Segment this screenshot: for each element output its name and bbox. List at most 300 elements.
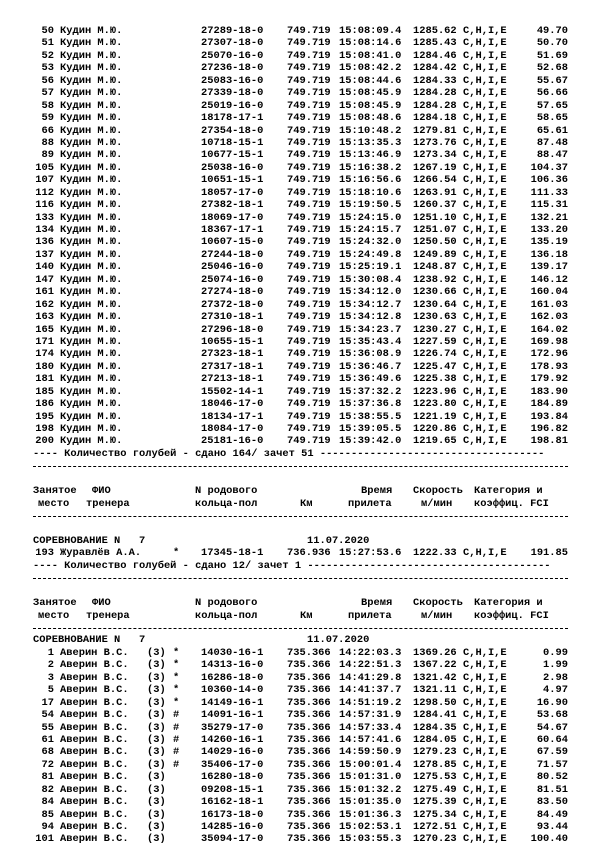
name-cell: Кудин М.Ю.: [60, 136, 123, 149]
header-speed-2: м/мин: [421, 497, 453, 510]
header-category-2: коэффиц. FCI: [474, 609, 549, 622]
ring-cell: 10655-15-1: [201, 335, 264, 348]
km-cell: 749.719: [287, 248, 331, 261]
table-row: [0, 137, 600, 149]
fci-cell: 60.64: [536, 733, 568, 746]
speed-cell: 1285.43: [413, 37, 457, 50]
place-cell: 134: [35, 224, 54, 236]
category-cell: C,H,I,E: [463, 659, 507, 672]
km-cell: 735.366: [287, 684, 331, 697]
time-cell: 15:24:15.7: [339, 224, 402, 236]
speed-cell: 1273.34: [413, 149, 457, 162]
category-cell: C,H,I,E: [463, 671, 507, 684]
fci-cell: 198.81: [530, 435, 568, 448]
table-row: [0, 435, 600, 447]
name-cell: Аверин В.С.: [60, 746, 129, 759]
speed-cell: 1266.54: [413, 174, 457, 187]
speed-cell: 1275.34: [413, 808, 457, 821]
fci-cell: 172.96: [530, 348, 568, 361]
ring-cell: 27307-18-0: [201, 37, 264, 50]
place-cell: 88: [41, 136, 54, 149]
time-cell: 15:01:36.3: [339, 808, 402, 821]
speed-cell: 1251.07: [413, 224, 457, 236]
fci-cell: 57.65: [536, 99, 568, 112]
category-cell: C,H,I,E: [463, 49, 507, 62]
category-cell: C,H,I,E: [463, 161, 507, 174]
name-cell: Аверин В.С.: [60, 646, 129, 659]
ring-cell: 35279-17-0: [201, 721, 264, 734]
time-cell: 15:34:23.7: [339, 323, 402, 336]
place-cell: 147: [35, 273, 54, 286]
separator-line: [0, 460, 600, 472]
time-cell: 15:39:42.0: [339, 435, 402, 448]
fci-cell: 49.70: [536, 25, 568, 37]
place-cell: 133: [35, 211, 54, 224]
fci-cell: 93.44: [536, 821, 568, 833]
header-ring-2: кольца-пол: [195, 497, 258, 510]
table-row: [0, 324, 600, 336]
name-cell: Аверин В.С.: [60, 733, 129, 746]
header-speed: Скорость: [413, 597, 463, 610]
header-time-2: прилета: [348, 609, 392, 622]
column-header-row-2: [0, 498, 600, 510]
ring-cell: 14029-16-0: [201, 746, 264, 759]
time-cell: 15:35:43.4: [339, 335, 402, 348]
competition-date: 11.07.2020: [307, 534, 370, 547]
category-cell: C,H,I,E: [463, 261, 507, 274]
ring-cell: 27289-18-0: [201, 25, 264, 37]
blank-line: [0, 585, 600, 597]
time-cell: 15:02:53.1: [339, 821, 402, 833]
category-cell: C,H,I,E: [463, 124, 507, 137]
place-cell: 85: [41, 808, 54, 821]
category-cell: C,H,I,E: [463, 62, 507, 75]
place-cell: 112: [35, 186, 54, 199]
place-cell: 174: [35, 348, 54, 361]
category-cell: C,H,I,E: [463, 796, 507, 809]
name-cell: Аверин В.С.: [60, 659, 129, 672]
speed-cell: 1220.86: [413, 423, 457, 435]
table-row: [0, 784, 600, 796]
place-cell: 82: [41, 783, 54, 796]
speed-cell: 1249.89: [413, 248, 457, 261]
time-cell: 14:57:31.9: [339, 709, 402, 722]
speed-cell: 1284.28: [413, 99, 457, 112]
fci-cell: 16.90: [536, 696, 568, 709]
mark-cell: #: [173, 709, 180, 722]
separator-line: [0, 572, 600, 584]
km-cell: 749.719: [287, 161, 331, 174]
ring-cell: 10677-15-1: [201, 149, 264, 162]
category-cell: C,H,I,E: [463, 385, 507, 398]
km-cell: 749.719: [287, 25, 331, 37]
name-cell: Кудин М.Ю.: [60, 248, 123, 261]
name-cell: Кудин М.Ю.: [60, 335, 123, 348]
ring-cell: 18367-17-1: [201, 224, 264, 236]
fci-cell: 56.66: [536, 87, 568, 100]
name-cell: Кудин М.Ю.: [60, 199, 123, 212]
competition-title: [0, 634, 600, 646]
name-cell: Аверин В.С.: [60, 758, 129, 771]
fci-cell: 83.50: [536, 796, 568, 809]
km-cell: 735.366: [287, 758, 331, 771]
blank-line: [0, 473, 600, 485]
club-cell: (3): [147, 796, 166, 809]
time-cell: 15:03:55.3: [339, 833, 402, 846]
table-row: [0, 162, 600, 174]
speed-cell: 1238.92: [413, 273, 457, 286]
separator-line: [0, 622, 600, 634]
km-cell: 749.719: [287, 398, 331, 411]
pigeon-count-summary: ---- Количество голубей - сдано 12/ зачет 1 ---------------------------------------: [33, 559, 551, 572]
km-cell: 735.366: [287, 721, 331, 734]
place-cell: 72: [41, 758, 54, 771]
table-row: [0, 386, 600, 398]
km-cell: 749.719: [287, 211, 331, 224]
club-cell: (3): [147, 709, 166, 722]
place-cell: 61: [41, 733, 54, 746]
mark-cell: #: [173, 746, 180, 759]
place-cell: 181: [35, 373, 54, 386]
time-cell: 15:24:49.8: [339, 248, 402, 261]
club-cell: (3): [147, 783, 166, 796]
time-cell: 15:36:49.6: [339, 373, 402, 386]
ring-cell: 27317-18-1: [201, 360, 264, 373]
km-cell: 749.719: [287, 335, 331, 348]
place-cell: 52: [41, 49, 54, 62]
fci-cell: 183.90: [530, 385, 568, 398]
fci-cell: 135.19: [530, 236, 568, 249]
place-cell: 68: [41, 746, 54, 759]
category-cell: C,H,I,E: [463, 323, 507, 336]
speed-cell: 1369.26: [413, 646, 457, 659]
km-cell: 736.936: [287, 547, 331, 560]
time-cell: 15:01:32.2: [339, 783, 402, 796]
place-cell: 162: [35, 298, 54, 311]
table-row: [0, 684, 600, 696]
fci-cell: 132.21: [530, 211, 568, 224]
table-row: [0, 423, 600, 435]
ring-cell: 15502-14-1: [201, 385, 264, 398]
table-row: [0, 174, 600, 186]
table-row: [0, 311, 600, 323]
speed-cell: 1284.05: [413, 733, 457, 746]
ring-cell: 27382-18-1: [201, 199, 264, 212]
km-cell: 735.366: [287, 746, 331, 759]
time-cell: 15:16:56.6: [339, 174, 402, 187]
fci-cell: 169.98: [530, 335, 568, 348]
speed-cell: 1275.49: [413, 783, 457, 796]
ring-cell: 17345-18-1: [201, 547, 264, 560]
place-cell: 55: [41, 721, 54, 734]
ring-cell: 27372-18-0: [201, 298, 264, 311]
km-cell: 749.719: [287, 273, 331, 286]
speed-cell: 1279.81: [413, 124, 457, 137]
club-cell: (3): [147, 721, 166, 734]
speed-cell: 1223.80: [413, 398, 457, 411]
table-row: [0, 697, 600, 709]
ring-cell: 18178-17-1: [201, 112, 264, 125]
ring-cell: 16280-18-0: [201, 771, 264, 784]
table-row: [0, 833, 600, 845]
speed-cell: 1251.10: [413, 211, 457, 224]
name-cell: Кудин М.Ю.: [60, 87, 123, 100]
place-cell: 186: [35, 398, 54, 411]
table-row: [0, 361, 600, 373]
ring-cell: 18084-17-0: [201, 423, 264, 435]
ring-cell: 27236-18-0: [201, 62, 264, 75]
name-cell: Кудин М.Ю.: [60, 410, 123, 423]
name-cell: Кудин М.Ю.: [60, 398, 123, 411]
speed-cell: 1272.51: [413, 821, 457, 833]
km-cell: 735.366: [287, 646, 331, 659]
km-cell: 735.366: [287, 821, 331, 833]
time-cell: 15:13:46.9: [339, 149, 402, 162]
speed-cell: 1275.39: [413, 796, 457, 809]
fci-cell: 0.99: [543, 646, 568, 659]
km-cell: 749.719: [287, 261, 331, 274]
km-cell: 749.719: [287, 37, 331, 50]
ring-cell: 10718-15-1: [201, 136, 264, 149]
ring-cell: 25019-16-0: [201, 99, 264, 112]
category-cell: C,H,I,E: [463, 410, 507, 423]
name-cell: Кудин М.Ю.: [60, 112, 123, 125]
km-cell: 749.719: [287, 99, 331, 112]
km-cell: 735.366: [287, 696, 331, 709]
category-cell: C,H,I,E: [463, 74, 507, 87]
category-cell: C,H,I,E: [463, 373, 507, 386]
club-cell: (3): [147, 659, 166, 672]
fci-cell: 84.49: [536, 808, 568, 821]
name-cell: Кудин М.Ю.: [60, 174, 123, 187]
table-row: [0, 249, 600, 261]
ring-cell: 25046-16-0: [201, 261, 264, 274]
ring-cell: 25070-16-0: [201, 49, 264, 62]
km-cell: 749.719: [287, 186, 331, 199]
ring-cell: 18057-17-0: [201, 186, 264, 199]
category-cell: C,H,I,E: [463, 37, 507, 50]
column-header-row-1: [0, 485, 600, 497]
km-cell: 749.719: [287, 323, 331, 336]
fci-cell: 100.40: [530, 833, 568, 846]
table-row: [0, 199, 600, 211]
club-cell: (3): [147, 746, 166, 759]
speed-cell: 1222.33: [413, 547, 457, 560]
table-row: [0, 112, 600, 124]
results-document: [0, 25, 600, 846]
km-cell: 749.719: [287, 199, 331, 212]
km-cell: 735.366: [287, 733, 331, 746]
ring-cell: 27354-18-0: [201, 124, 264, 137]
km-cell: 735.366: [287, 709, 331, 722]
place-cell: 54: [41, 709, 54, 722]
category-cell: C,H,I,E: [463, 224, 507, 236]
ring-cell: 10360-14-0: [201, 684, 264, 697]
km-cell: 749.719: [287, 87, 331, 100]
fci-cell: 87.48: [536, 136, 568, 149]
ring-cell: 14149-16-1: [201, 696, 264, 709]
category-cell: C,H,I,E: [463, 211, 507, 224]
name-cell: Кудин М.Ю.: [60, 62, 123, 75]
category-cell: C,H,I,E: [463, 286, 507, 299]
speed-cell: 1230.27: [413, 323, 457, 336]
speed-cell: 1263.91: [413, 186, 457, 199]
table-row: [0, 62, 600, 74]
ring-cell: 18069-17-0: [201, 211, 264, 224]
competition-date: 11.07.2020: [307, 634, 370, 647]
club-cell: (3): [147, 821, 166, 833]
speed-cell: 1219.65: [413, 435, 457, 448]
km-cell: 749.719: [287, 49, 331, 62]
category-cell: C,H,I,E: [463, 721, 507, 734]
place-cell: 140: [35, 261, 54, 274]
speed-cell: 1225.38: [413, 373, 457, 386]
fci-cell: 179.92: [530, 373, 568, 386]
ring-cell: 16286-18-0: [201, 671, 264, 684]
place-cell: 56: [41, 74, 54, 87]
km-cell: 749.719: [287, 149, 331, 162]
ring-cell: 25181-16-0: [201, 435, 264, 448]
name-cell: Аверин В.С.: [60, 771, 129, 784]
time-cell: 15:08:09.4: [339, 25, 402, 37]
club-cell: (3): [147, 671, 166, 684]
speed-cell: 1321.11: [413, 684, 457, 697]
club-cell: (3): [147, 833, 166, 846]
time-cell: 15:34:12.0: [339, 286, 402, 299]
ring-cell: 25074-16-0: [201, 273, 264, 286]
fci-cell: 50.70: [536, 37, 568, 50]
km-cell: 749.719: [287, 236, 331, 249]
table-row: [0, 149, 600, 161]
place-cell: 3: [47, 671, 54, 684]
fci-cell: 88.47: [536, 149, 568, 162]
speed-cell: 1270.23: [413, 833, 457, 846]
fci-cell: 136.18: [530, 248, 568, 261]
name-cell: Кудин М.Ю.: [60, 99, 123, 112]
category-cell: C,H,I,E: [463, 186, 507, 199]
ring-cell: 27339-18-0: [201, 87, 264, 100]
category-cell: C,H,I,E: [463, 335, 507, 348]
fci-cell: 51.69: [536, 49, 568, 62]
name-cell: Кудин М.Ю.: [60, 49, 123, 62]
header-speed: Скорость: [413, 485, 463, 498]
category-cell: C,H,I,E: [463, 311, 507, 324]
time-cell: 14:57:33.4: [339, 721, 402, 734]
category-cell: C,H,I,E: [463, 547, 507, 560]
category-cell: C,H,I,E: [463, 709, 507, 722]
name-cell: Кудин М.Ю.: [60, 373, 123, 386]
speed-cell: 1230.64: [413, 298, 457, 311]
place-cell: 200: [35, 435, 54, 448]
place-cell: 59: [41, 112, 54, 125]
km-cell: 749.719: [287, 360, 331, 373]
place-cell: 105: [35, 161, 54, 174]
fci-cell: 161.03: [530, 298, 568, 311]
place-cell: 5: [47, 684, 54, 697]
club-cell: (3): [147, 771, 166, 784]
place-cell: 1: [47, 646, 54, 659]
km-cell: 749.719: [287, 348, 331, 361]
table-row: [0, 274, 600, 286]
fci-cell: 162.03: [530, 311, 568, 324]
fci-cell: 4.97: [543, 684, 568, 697]
km-cell: 735.366: [287, 659, 331, 672]
place-cell: 94: [41, 821, 54, 833]
time-cell: 15:08:45.9: [339, 99, 402, 112]
mark-cell: *: [173, 671, 180, 684]
category-cell: C,H,I,E: [463, 783, 507, 796]
table-row: [0, 299, 600, 311]
name-cell: Кудин М.Ю.: [60, 37, 123, 50]
category-cell: C,H,I,E: [463, 758, 507, 771]
ring-cell: 14091-16-1: [201, 709, 264, 722]
category-cell: C,H,I,E: [463, 733, 507, 746]
category-cell: C,H,I,E: [463, 821, 507, 833]
header-place: Занятое: [33, 485, 77, 498]
fci-cell: 193.84: [530, 410, 568, 423]
km-cell: 749.719: [287, 410, 331, 423]
place-cell: 2: [47, 659, 54, 672]
table-row: [0, 187, 600, 199]
place-cell: 180: [35, 360, 54, 373]
ring-cell: 14313-16-0: [201, 659, 264, 672]
summary-line: [0, 560, 600, 572]
speed-cell: 1223.96: [413, 385, 457, 398]
table-row: [0, 672, 600, 684]
time-cell: 15:34:12.8: [339, 311, 402, 324]
category-cell: C,H,I,E: [463, 99, 507, 112]
category-cell: C,H,I,E: [463, 360, 507, 373]
header-km: Км: [300, 497, 313, 510]
speed-cell: 1230.66: [413, 286, 457, 299]
speed-cell: 1250.50: [413, 236, 457, 249]
club-cell: (3): [147, 733, 166, 746]
table-row: [0, 659, 600, 671]
place-cell: 195: [35, 410, 54, 423]
club-cell: (3): [147, 646, 166, 659]
name-cell: Кудин М.Ю.: [60, 273, 123, 286]
ring-cell: 25083-16-0: [201, 74, 264, 87]
table-row: [0, 411, 600, 423]
name-cell: Кудин М.Ю.: [60, 25, 123, 37]
name-cell: Аверин В.С.: [60, 684, 129, 697]
fci-cell: 139.17: [530, 261, 568, 274]
competition-name: СОРЕВНОВАНИЕ N 7: [33, 534, 146, 547]
name-cell: Аверин В.С.: [60, 783, 129, 796]
km-cell: 735.366: [287, 808, 331, 821]
name-cell: Кудин М.Ю.: [60, 124, 123, 137]
ring-cell: 27244-18-0: [201, 248, 264, 261]
speed-cell: 1226.74: [413, 348, 457, 361]
table-row: [0, 734, 600, 746]
mark-cell: *: [173, 696, 180, 709]
time-cell: 14:22:03.3: [339, 646, 402, 659]
table-row: [0, 75, 600, 87]
time-cell: 14:59:50.9: [339, 746, 402, 759]
time-cell: 15:36:46.7: [339, 360, 402, 373]
ring-cell: 27296-18-0: [201, 323, 264, 336]
fci-cell: 81.51: [536, 783, 568, 796]
table-row: [0, 547, 600, 559]
name-cell: Кудин М.Ю.: [60, 360, 123, 373]
header-fio-2: тренера: [86, 497, 130, 510]
place-cell: 89: [41, 149, 54, 162]
category-cell: C,H,I,E: [463, 696, 507, 709]
km-cell: 749.719: [287, 373, 331, 386]
table-row: [0, 373, 600, 385]
km-cell: 749.719: [287, 74, 331, 87]
fci-cell: 1.99: [543, 659, 568, 672]
